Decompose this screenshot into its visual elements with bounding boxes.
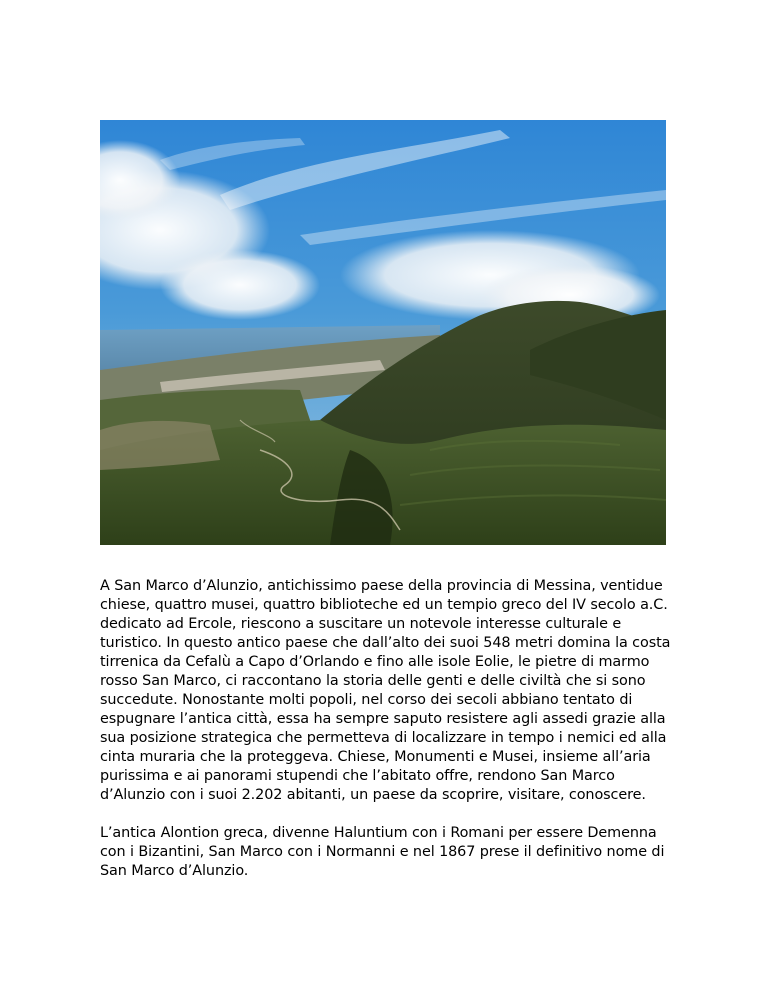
- article-text: [100, 577, 680, 900]
- landscape-illustration: [100, 120, 666, 545]
- paragraph-1: A San Marco d’Alunzio, antichissimo paese della provincia di Messina, ventidue chiese, quattro musei, quattro biblioteche ed un tempio greco del IV secolo a.C. dedicato ad Ercole, riescono a suscitare un notevole interesse culturale e turistico. In questo antico paese che dall’alto dei suoi 548 metri domina la costa tirrenica da Cefalù a Capo d’Orlando e fino alle isole Eolie, le pietre di marmo rosso San Marco, ci raccontano la storia delle genti e delle civiltà che si sono succedute. Nonostante molti popoli, nel corso dei secoli abbiano tentato di espugnare l’antica città, essa ha sempre saputo resistere agli assedi grazie alla sua posizione strategica che permetteva di localizzare in tempo i nemici ed alla cinta muraria che la proteggeva. Chiese, Monumenti e Musei, insieme all’aria purissima e ai panorami stupendi che l’abitato offre, rendono San Marco d’Alunzio con i suoi 2.202 abitanti, un paese da scoprire, visitare, conoscere.: [100, 578, 671, 803]
- cloud-left-lower: [160, 250, 320, 320]
- paragraph-2: L’antica Alontion greca, divenne Haluntium con i Romani per essere Demenna con i Bizantini, San Marco con i Normanni e nel 1867 prese il definitivo nome di San Marco d’Alunzio.: [100, 825, 665, 879]
- landscape-photo: [100, 120, 666, 545]
